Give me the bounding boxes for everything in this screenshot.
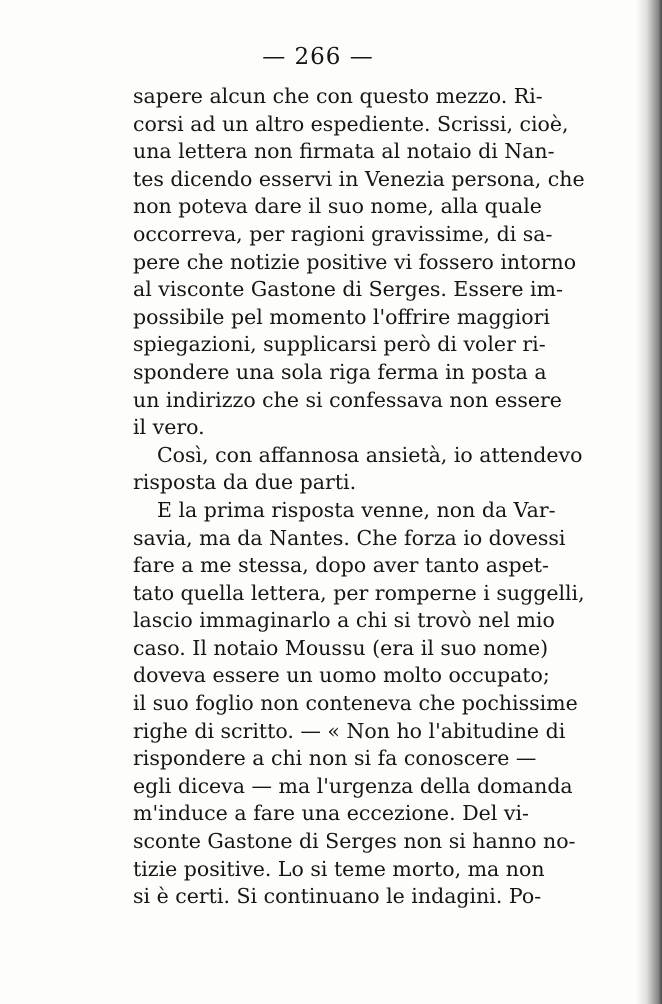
text-line: m'induce a fare una eccezione. Del vi-	[133, 801, 529, 826]
text-line: spiegazioni, supplicarsi però di voler ri-	[133, 332, 546, 357]
text-line: pere che notizie positive vi fossero intorno	[133, 249, 577, 274]
text-line: doveva essere un uomo molto occupato;	[133, 663, 550, 688]
text-line: si è certi. Si continuano le indagini. Po-	[133, 884, 542, 909]
text-line: egli diceva — ma l'urgenza della domanda	[133, 773, 573, 798]
text-line: un indirizzo che si confessava non essere	[133, 387, 562, 412]
text-line: fare a me stessa, dopo aver tanto aspet-	[133, 553, 549, 578]
text-line: occorreva, per ragioni gravissime, di sa-	[133, 221, 553, 246]
text-line: tato quella lettera, per romperne i suggelli,	[133, 580, 585, 605]
text-line: E la prima risposta venne, non da Var-	[157, 497, 556, 522]
text-line: non poteva dare il suo nome, alla quale	[133, 194, 542, 219]
text-line: sconte Gastone di Serges non si hanno no-	[133, 829, 576, 854]
text-line: possibile pel momento l'offrire maggiori	[133, 304, 550, 329]
body-text	[133, 83, 585, 911]
text-line: lascio immaginarlo a chi si trovò nel mio	[133, 608, 555, 633]
text-line: caso. Il notaio Moussu (era il suo nome)	[133, 635, 549, 660]
page-edge-shadow	[636, 0, 662, 1004]
text-line: il vero.	[133, 415, 205, 440]
text-line: tizie positive. Lo si teme morto, ma non	[133, 856, 545, 881]
text-line: una lettera non firmata al notaio di Nan-	[133, 139, 555, 164]
text-line: corsi ad un altro espediente. Scrissi, cioè,	[133, 111, 569, 136]
text-line: righe di scritto. — « Non ho l'abitudine di	[133, 718, 566, 743]
text-line: risposta da due parti.	[133, 470, 357, 495]
text-line: sapere alcun che con questo mezzo. Ri-	[133, 84, 543, 108]
text-line: il suo foglio non conteneva che pochissime	[133, 691, 578, 716]
text-line: Così, con affannosa ansietà, io attendevo	[157, 442, 583, 467]
page-number: — 266 —	[262, 44, 374, 70]
text-line: rispondere a chi non si fa conoscere —	[133, 746, 537, 771]
text-line: tes dicendo esservi in Venezia persona, che	[133, 166, 585, 191]
text-line: al visconte Gastone di Serges. Essere im-	[133, 277, 563, 302]
text-line: savia, ma da Nantes. Che forza io dovessi	[133, 525, 566, 550]
text-line: spondere una sola riga ferma in posta a	[133, 359, 547, 384]
